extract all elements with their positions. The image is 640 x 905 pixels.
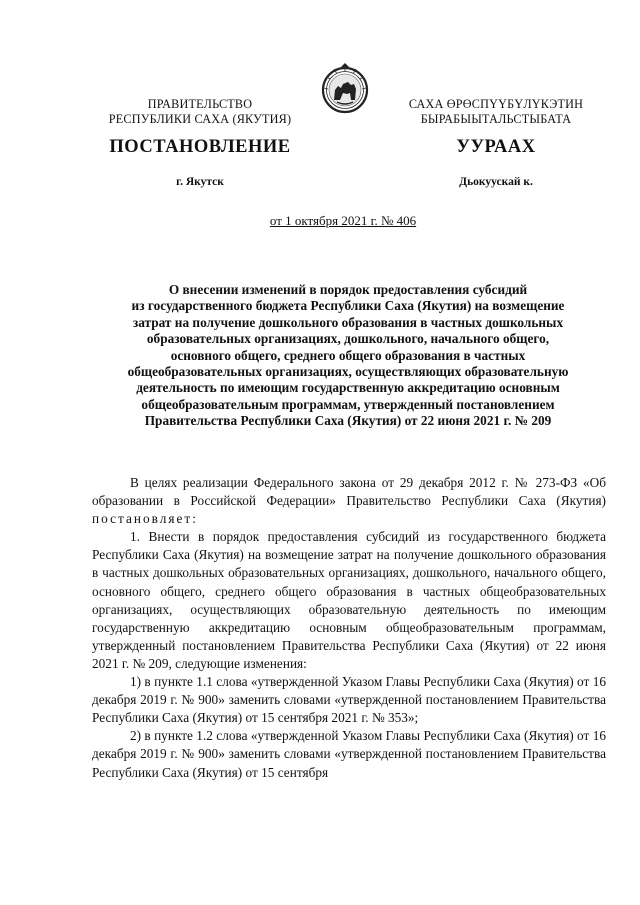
- city-right: Дьокуускай к.: [459, 176, 533, 188]
- header-right: [380, 97, 612, 127]
- doc-type-right: УУРААХ: [456, 137, 536, 157]
- document-date-number: от 1 октября 2021 г. № 406: [269, 213, 417, 228]
- subject-line: деятельность по имеющим государственную аккредитацию основным: [136, 380, 560, 396]
- document-body: [92, 474, 606, 782]
- subject-line: О внесении изменений в порядок предоставления субсидий: [168, 282, 528, 297]
- header-right-line1: САХА ӨРӨСПҮҮБҮЛҮКЭТИН: [408, 97, 584, 111]
- preamble-end: :: [192, 511, 196, 527]
- preamble-text: В целях реализации Федерального закона от 29 декабря 2012 г. № 273-ФЗ «Об образовании в Российской Федерации» Правительство Республики Саха (Якутия): [92, 475, 606, 509]
- subject-line: общеобразовательным программам, утвержденный постановлением: [141, 396, 555, 412]
- sakha-republic-coat-of-arms-icon: [320, 62, 370, 116]
- subject-line: образовательных организациях, дошкольного, начального общего,: [146, 331, 550, 347]
- subject-line: общеобразовательных организациях, осуществляющих образовательную: [127, 364, 569, 380]
- body-paragraph-item-1: 1. Внести в порядок предоставления субсидий из государственного бюджета Республики Саха (Якутия) на возмещение затрат на получение дошкольного образования в частных дошкольных образовательных организациях, дошкольного, начального общего, основного общего, среднего общего образования в частных общеобразовательных организациях, осуществляющих образовательную деятельность по имеющим государственную аккредитацию основным общеобразовательным программам, утвержденный постановлением Правительства Республики Саха (Якутия) от 22 июня 2021 г. № 209, следующие изменения:: [92, 529, 606, 671]
- header-left-line1: ПРАВИТЕЛЬСТВО: [147, 97, 253, 111]
- subject-line: Правительства Республики Саха (Якутия) от 22 июня 2021 г. № 209: [144, 413, 552, 429]
- subject-line: из государственного бюджета Республики Саха (Якутия) на возмещение: [131, 298, 565, 314]
- body-paragraph-preamble: [92, 474, 606, 528]
- body-paragraph-subitem-2: 2) в пункте 1.2 слова «утвержденной Указом Главы Республики Саха (Якутия) от 16 декабря 2019 г. № 900» заменить словами «утвержденной постановлением Правительства Республики Саха (Якутия) от 15 сентября: [92, 728, 606, 780]
- doc-type-left: ПОСТАНОВЛЕНИЕ: [109, 137, 291, 157]
- subject-line: затрат на получение дошкольного образования в частных дошкольных: [132, 314, 564, 330]
- document-subject: [92, 282, 604, 430]
- resolves-word: постановляет: [92, 511, 193, 527]
- body-paragraph-subitem-1: 1) в пункте 1.1 слова «утвержденной Указом Главы Республики Саха (Якутия) от 16 декабря 2019 г. № 900» заменить словами «утвержденной постановлением Правительства Республики Саха (Якутия) от 15 сентября 2021 г. № 353»;: [92, 674, 606, 726]
- subject-line: основного общего, среднего общего образования в частных: [170, 347, 526, 363]
- header-left-line2: РЕСПУБЛИКИ САХА (ЯКУТИЯ): [108, 112, 292, 126]
- city-left: г. Якутск: [176, 176, 224, 188]
- header-right-line2: БЫРАБЫЫТАЛЬСТЫБАТА: [420, 112, 572, 126]
- header-left: [95, 97, 305, 127]
